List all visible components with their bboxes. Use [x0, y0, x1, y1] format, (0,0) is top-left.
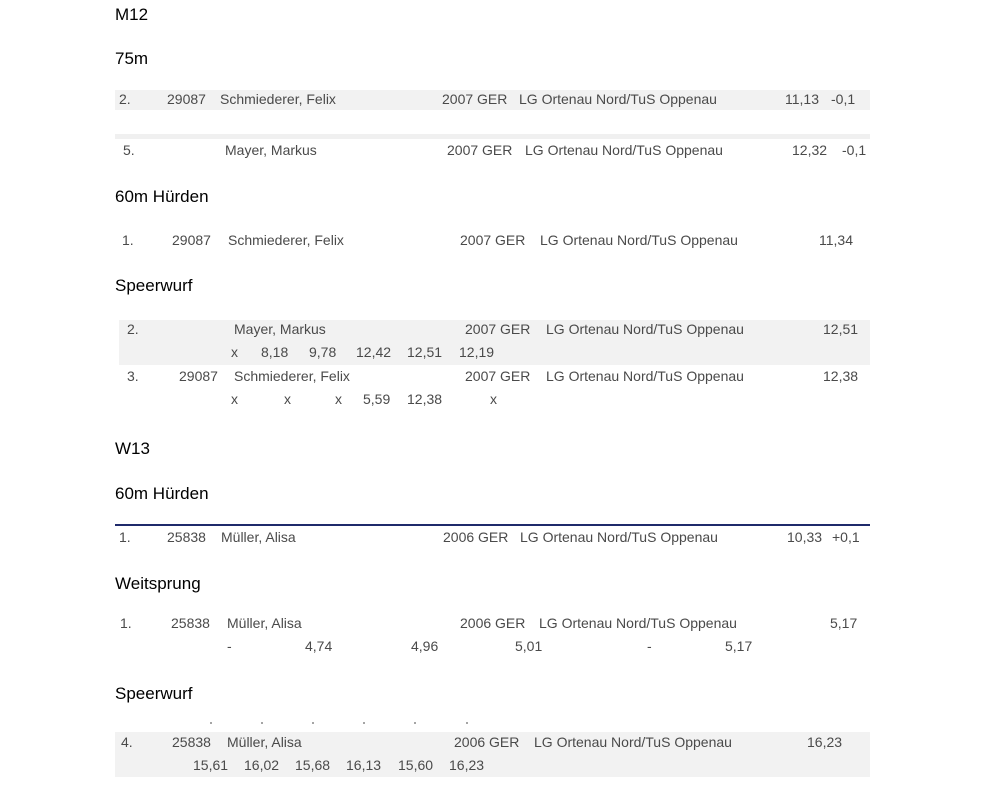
place: 2.	[119, 91, 131, 107]
athlete-name: Schmiederer, Felix	[220, 91, 336, 107]
place: 3.	[127, 368, 139, 384]
attempt: 5,17	[725, 638, 753, 654]
result-row	[115, 614, 870, 659]
attempt: 4,96	[411, 638, 439, 654]
athlete-name: Müller, Alisa	[227, 615, 302, 631]
result-row	[115, 90, 870, 110]
place: 1.	[119, 529, 131, 545]
wind: +0,1	[832, 529, 860, 545]
event-title-speerwurf: Speerwurf	[115, 276, 193, 295]
result: 12,32	[792, 142, 828, 158]
year-country: 2006 GER	[460, 615, 526, 631]
athlete-id: 25838	[172, 734, 211, 750]
club: LG Ortenau Nord/TuS Oppenau	[540, 232, 738, 248]
attempt: 12,42	[356, 344, 392, 360]
attempt: 5,59	[363, 391, 391, 407]
result: 12,51	[823, 321, 859, 337]
year-country: 2007 GER	[460, 232, 526, 248]
attempt: x	[231, 391, 238, 407]
athlete-name: Müller, Alisa	[221, 529, 296, 545]
section-heading-m12: M12	[115, 5, 149, 24]
year-country: 2006 GER	[443, 529, 509, 545]
attempt: -	[647, 638, 652, 654]
attempt: 16,13	[346, 757, 382, 773]
year-country: 2007 GER	[442, 91, 508, 107]
attempt: 12,38	[407, 391, 443, 407]
place: 2.	[127, 321, 139, 337]
athlete-name: Mayer, Markus	[234, 321, 326, 337]
attempt: 16,23	[449, 757, 485, 773]
result: 16,23	[807, 734, 843, 750]
club: LG Ortenau Nord/TuS Oppenau	[546, 368, 744, 384]
club: LG Ortenau Nord/TuS Oppenau	[534, 734, 732, 750]
athlete-id: 25838	[171, 615, 210, 631]
result-row	[119, 320, 870, 365]
athlete-id: 29087	[172, 232, 211, 248]
cropped-text-remnant	[209, 716, 479, 729]
athlete-id: 25838	[167, 529, 206, 545]
attempt: x	[284, 391, 291, 407]
place: 5.	[123, 142, 135, 158]
event-title-60m-huerden: 60m Hürden	[115, 187, 209, 206]
year-country: 2006 GER	[454, 734, 520, 750]
attempt: 9,78	[309, 344, 337, 360]
cropped-marks	[209, 716, 479, 726]
attempt: 4,74	[305, 638, 333, 654]
attempt: -	[227, 638, 232, 654]
result: 12,38	[823, 368, 859, 384]
athlete-id: 29087	[179, 368, 218, 384]
attempt: 12,51	[407, 344, 443, 360]
attempt: 15,61	[193, 757, 229, 773]
event-title-weitsprung: Weitsprung	[115, 574, 201, 593]
club: LG Ortenau Nord/TuS Oppenau	[520, 529, 718, 545]
attempt: 12,19	[459, 344, 495, 360]
year-country: 2007 GER	[447, 142, 513, 158]
event-title-75m: 75m	[115, 49, 149, 68]
section-heading-w13: W13	[115, 439, 150, 458]
club: LG Ortenau Nord/TuS Oppenau	[546, 321, 744, 337]
attempt: 15,60	[398, 757, 434, 773]
table-top-rule	[115, 524, 870, 526]
result: 5,17	[830, 615, 858, 631]
wind: -0,1	[831, 91, 856, 107]
athlete-name: Mayer, Markus	[225, 142, 317, 158]
result-row	[119, 367, 870, 412]
year-country: 2007 GER	[465, 321, 531, 337]
place: 1.	[122, 232, 134, 248]
club: LG Ortenau Nord/TuS Oppenau	[539, 615, 737, 631]
club: LG Ortenau Nord/TuS Oppenau	[519, 91, 717, 107]
event-title-speerwurf: Speerwurf	[115, 684, 193, 703]
year-country: 2007 GER	[465, 368, 531, 384]
wind: -0,1	[842, 142, 867, 158]
athlete-id: 29087	[167, 91, 206, 107]
attempt: x	[231, 344, 238, 360]
place: 1.	[120, 615, 132, 631]
athlete-name: Schmiederer, Felix	[234, 368, 350, 384]
attempt: 5,01	[515, 638, 543, 654]
attempt: x	[335, 391, 342, 407]
result: 11,13	[785, 91, 819, 107]
athlete-name: Müller, Alisa	[227, 734, 302, 750]
result-row	[115, 141, 870, 161]
result: 10,33	[787, 529, 823, 545]
attempt: 16,02	[244, 757, 280, 773]
result: 11,34	[819, 232, 853, 248]
result-row	[115, 528, 870, 548]
athlete-name: Schmiederer, Felix	[228, 232, 344, 248]
attempt: 15,68	[295, 757, 331, 773]
attempt: 8,18	[261, 344, 289, 360]
divider	[115, 134, 870, 139]
place: 4.	[121, 734, 133, 750]
event-title-60m-huerden: 60m Hürden	[115, 484, 209, 503]
result-row	[115, 732, 870, 777]
attempt: x	[490, 391, 497, 407]
club: LG Ortenau Nord/TuS Oppenau	[525, 142, 723, 158]
result-row	[115, 231, 870, 251]
